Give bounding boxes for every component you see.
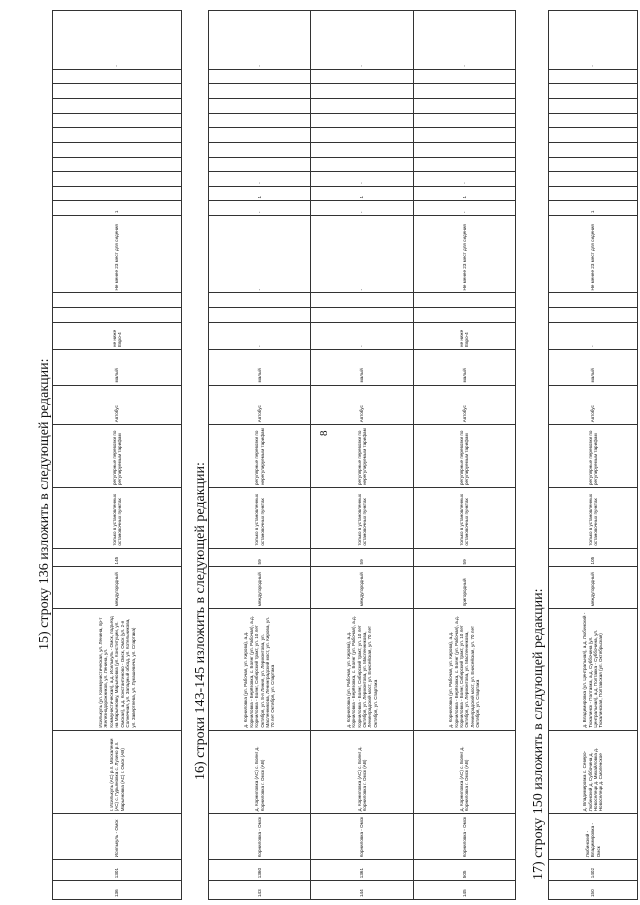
table-row xyxy=(413,11,515,900)
empty-cell xyxy=(209,293,311,308)
registration-number: 1361 xyxy=(311,860,413,881)
tariff-type: регулярные перевозки по нерегулируемым тарифам xyxy=(209,425,311,488)
vehicle-type: Автобус xyxy=(53,385,182,425)
dash-cell: - xyxy=(413,11,515,70)
registration-number: 1360 xyxy=(209,860,311,881)
route-stops: д. Корниловка (АС) с. Боянг д. Корниловка г. Омск (АВ) xyxy=(209,730,311,814)
route-number: 143 xyxy=(209,881,311,900)
table-row xyxy=(53,11,182,900)
vehicle-type: Автобус xyxy=(549,385,638,425)
route-length: 59 xyxy=(311,548,413,567)
empty-cell xyxy=(549,172,638,187)
route-name: Корниловка - Омск xyxy=(311,814,413,860)
empty-cell xyxy=(549,128,638,143)
empty-cell xyxy=(413,98,515,113)
empty-cell xyxy=(209,98,311,113)
vehicle-count: 1 xyxy=(53,201,182,216)
empty-cell xyxy=(311,142,413,157)
section-15-heading: 15) строку 136 изложить в следующей редакции: xyxy=(37,358,52,650)
vehicle-count: 1 xyxy=(209,186,311,201)
dash-cell: - xyxy=(311,11,413,70)
empty-cell xyxy=(311,84,413,99)
route-number: 145 xyxy=(413,881,515,900)
empty-cell xyxy=(549,98,638,113)
seating-capacity: - xyxy=(311,216,413,293)
empty-cell xyxy=(311,69,413,84)
stopping-order: только в установленных остановочных пунктах xyxy=(413,488,515,549)
route-type: пригородный xyxy=(413,567,515,609)
empty-cell xyxy=(209,113,311,128)
route-stops: г. Исилькуль (АС) р.п. Москаленки (АС) с. Гурьяновка с. Лузино р.п. Марьяновка (АС) г. Омск (АВ) xyxy=(53,730,182,814)
registration-number: 1301 xyxy=(53,860,182,881)
empty-cell xyxy=(53,186,182,201)
ecology-class: - xyxy=(311,322,413,349)
route-stops: д. Владимировка с. Северо-Любинский д. Суббочина д. Новоселецк д. Михайловка д. Новоселецк д. Смоленское xyxy=(549,730,638,814)
route-number: 136 xyxy=(53,881,182,900)
dash-cell: - xyxy=(413,201,515,216)
empty-cell xyxy=(53,69,182,84)
empty-cell xyxy=(311,98,413,113)
dash-cell: - xyxy=(311,201,413,216)
dash-cell: - xyxy=(53,11,182,70)
seating-capacity: Не менее 23 мест для сидения xyxy=(413,216,515,293)
route-stops: д. Корниловка (АС) с. Боянг д. Корниловка г. Омск (АВ) xyxy=(311,730,413,814)
section-16-table xyxy=(208,10,516,900)
vehicle-class: малый xyxy=(209,349,311,385)
route-type: междугородный xyxy=(311,567,413,609)
registration-number: 505 xyxy=(413,860,515,881)
seating-capacity: Не менее 23 мест для сидения xyxy=(53,216,182,293)
empty-cell xyxy=(413,293,515,308)
vehicle-class: малый xyxy=(413,349,515,385)
vehicle-class: малый xyxy=(53,349,182,385)
empty-cell xyxy=(209,308,311,323)
vehicle-count: 1 xyxy=(413,186,515,201)
seating-capacity: - xyxy=(209,216,311,293)
section-17-table xyxy=(548,10,638,900)
route-streets: Исилькуль (ул. Коммунистическая, ул. Ленина, пр-т Железнодорожников, ул. Ленина, ул. Коммунистическая), а.д. Исилькуль - Омск, подъезд на Марьяновку, Марьяновка (ул. Конституции, ул. Омская), а.д. Константиново - Омск, Омск (ул. 2-я Солнечная, ул. Западный обход, ул. Котельникова, ул. Завертяева, ул. Лукашевича, ул. Спартака) xyxy=(53,609,182,730)
empty-cell xyxy=(311,113,413,128)
empty-cell xyxy=(311,157,413,172)
empty-cell xyxy=(209,142,311,157)
route-name: Корниловка - Омск xyxy=(209,814,311,860)
empty-cell xyxy=(209,84,311,99)
empty-cell xyxy=(53,84,182,99)
empty-cell xyxy=(549,308,638,323)
route-streets: д. Корниловка (ул. Рабочая, ул. Кирова), а.д. Корниловка - Берёзовка, с. Боянг (ул. Рабочая), а.д. Корниловка - Боянг, Сибирский тракт, ул. 10 лет Октября, ул. Лермонтова, ул. Масленникова, Ленинградский мост, ул. Енисейская, ул. 70 лет Октября, ул. Спартака xyxy=(413,609,515,730)
ecology-class: не ниже Евро-4 xyxy=(53,322,182,349)
empty-cell xyxy=(53,293,182,308)
registration-number: 1402 xyxy=(549,860,638,881)
empty-cell xyxy=(549,157,638,172)
dash-cell: - xyxy=(209,172,311,187)
vehicle-type: Автобус xyxy=(413,385,515,425)
route-length: 105 xyxy=(549,548,638,567)
seating-capacity: Не менее 23 мест для сидения xyxy=(549,216,638,293)
empty-cell xyxy=(549,113,638,128)
empty-cell xyxy=(413,157,515,172)
route-name: Исилькуль - Омск xyxy=(53,814,182,860)
section-16-heading: 16) строки 143-145 изложить в следующей редакции: xyxy=(193,462,208,780)
empty-cell xyxy=(53,98,182,113)
empty-cell xyxy=(311,293,413,308)
stopping-order: только в установленных остановочных пунктах xyxy=(53,488,182,549)
empty-cell xyxy=(413,128,515,143)
dash-cell: - xyxy=(549,11,638,70)
route-streets: д. Корниловка (ул. Рабочая, ул. Кирова), а.д. Корниловка - Берёзовка, с. Боянг (ул. Рабочая), а.д. Корниловка - Боянг, Сибирский тракт, ул. 10 лет Октября, ул. Лермонтова, ул. Масленникова, Ленинградский мост, ул. Енисейская, ул. 70 лет Октября, ул. Спартака xyxy=(311,609,413,730)
empty-cell xyxy=(53,113,182,128)
tariff-type: регулярные перевозки по нерегулируемым тарифам xyxy=(311,425,413,488)
route-name: Корниловка - Омск xyxy=(413,814,515,860)
stopping-order: только в установленных остановочных пунктах xyxy=(209,488,311,549)
empty-cell xyxy=(413,84,515,99)
empty-cell xyxy=(413,308,515,323)
stopping-order: только в установленных остановочных пунктах xyxy=(311,488,413,549)
route-streets: д. Корниловка (ул. Рабочая, ул. Кирова), а.д. Корниловка - Берёзовка, с. Боянг (ул. Рабочая), а.д. Корниловка - Боянг, Сибирский тракт, ул. 10 лет Октября, ул. 8-я Линия, ул. Лермонтова, ул. Масленникова, Ленинградский мост, ул. Кирова, ул. 70 лет Октября, ул. Спартака xyxy=(209,609,311,730)
route-streets: д. Владимировка (ул. Центральная), а.д. Любинский - Тюкалинск - Полтавка, а.д. Суббочина (ул. Центральная), а.д. Полтавка - Суббочина, ул. Тюкалинская, Полтавская (ул. Октябрьская) xyxy=(549,609,638,730)
empty-cell xyxy=(549,186,638,201)
empty-cell xyxy=(53,308,182,323)
dash-cell: - xyxy=(209,11,311,70)
empty-cell xyxy=(549,84,638,99)
table-row xyxy=(209,11,311,900)
empty-cell xyxy=(209,69,311,84)
vehicle-class: малый xyxy=(311,349,413,385)
empty-cell xyxy=(53,172,182,187)
empty-cell xyxy=(549,142,638,157)
table-row xyxy=(311,11,413,900)
ecology-class: - xyxy=(549,322,638,349)
vehicle-class: малый xyxy=(549,349,638,385)
route-type: междугородный xyxy=(53,567,182,609)
route-name: Любинский - Владимировка - Омск xyxy=(549,814,638,860)
empty-cell xyxy=(311,308,413,323)
route-length: 59 xyxy=(413,548,515,567)
table-row xyxy=(549,11,638,900)
route-length: 145 xyxy=(53,548,182,567)
section-15-table xyxy=(52,10,182,900)
empty-cell xyxy=(53,157,182,172)
vehicle-type: Автобус xyxy=(311,385,413,425)
section-17-heading: 17) строку 150 изложить в следующей редакции: xyxy=(531,588,546,880)
empty-cell xyxy=(53,128,182,143)
empty-cell xyxy=(549,293,638,308)
route-type: междугородный xyxy=(549,567,638,609)
page-number: 8 xyxy=(318,430,330,436)
route-type: междугородный xyxy=(209,567,311,609)
dash-cell: - xyxy=(413,172,515,187)
dash-cell: - xyxy=(311,172,413,187)
empty-cell xyxy=(413,142,515,157)
ecology-class: - xyxy=(209,322,311,349)
stopping-order: только в установленных остановочных пунктах xyxy=(549,488,638,549)
vehicle-count: 1 xyxy=(549,201,638,216)
route-number: 150 xyxy=(549,881,638,900)
vehicle-type: Автобус xyxy=(209,385,311,425)
tariff-type: регулярные перевозки по регулируемым тарифам xyxy=(549,425,638,488)
route-number: 144 xyxy=(311,881,413,900)
tariff-type: регулярные перевозки по регулируемым тарифам xyxy=(413,425,515,488)
empty-cell xyxy=(413,69,515,84)
empty-cell xyxy=(413,113,515,128)
route-length: 59 xyxy=(209,548,311,567)
empty-cell xyxy=(209,157,311,172)
route-stops: д. Корниловка (АС) с. Боянг д. Корниловка г. Омск (АВ) xyxy=(413,730,515,814)
ecology-class: не ниже Евро-4 xyxy=(413,322,515,349)
empty-cell xyxy=(209,128,311,143)
empty-cell xyxy=(549,69,638,84)
vehicle-count: 1 xyxy=(311,186,413,201)
empty-cell xyxy=(53,142,182,157)
dash-cell: - xyxy=(209,201,311,216)
empty-cell xyxy=(311,128,413,143)
tariff-type: регулярные перевозки по регулируемым тарифам xyxy=(53,425,182,488)
